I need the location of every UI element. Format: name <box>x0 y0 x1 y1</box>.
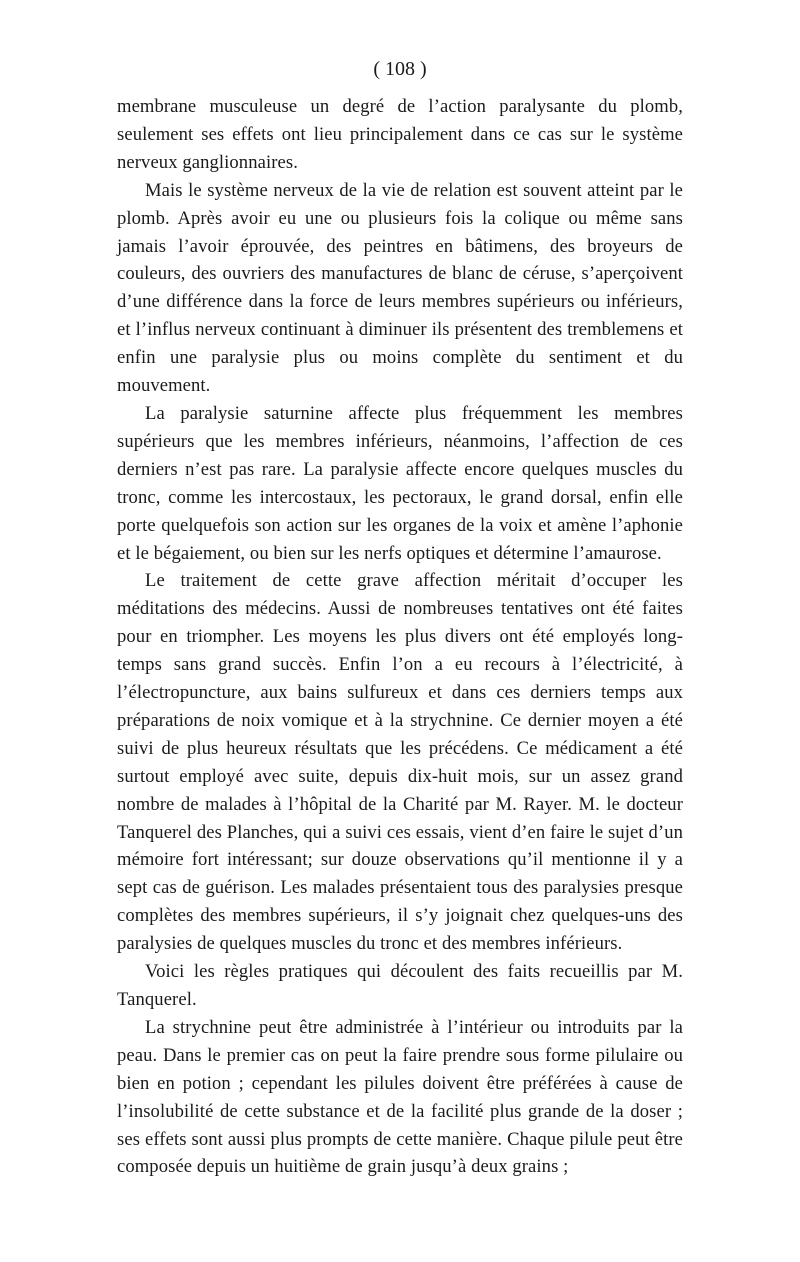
paragraph-strychnine-administration: La strychnine peut être administrée à l’intérieur ou introduits par la peau. Dans le premier cas on peut la faire prendre sous forme pilulaire ou bien en potion ; cependant les pilules doivent être préférées à cause de l’insolubilité de cette substance et de la facilité plus grande de la doser ; ses effets sont aussi plus prompts de cette manière. Chaque pilule peut être composée depuis un huitième de grain jusqu’à deux grains ; <box>117 1016 683 1178</box>
paragraph-practical-rules: Voici les règles pratiques qui découlent des faits recueillis par M. Tanquerel. <box>117 961 683 1010</box>
body-text <box>117 93 683 1181</box>
paragraph-treatment: Le traitement de cette grave affection méritait d’occuper les méditations des médecins. Aussi de nombreuses tentatives ont été faites pour en triompher. Les moyens les plus divers ont été employés long-temps sans grand succès. Enfin l’on a eu recours à l’électricité, à l’électropuncture, aux bains sulfureux et dans ces derniers temps aux préparations de noix vomique et à la strychnine. Ce dernier moyen a été suivi de plus heureux résultats que les précédens. Ce médicament a été surtout employé avec suite, depuis dix-huit mois, sur un assez grand nombre de malades à l’hôpital de la Charité par M. Rayer. M. le docteur Tanquerel des Planches, qui a suivi ces essais, vient d’en faire le sujet d’un mémoire fort intéressant; sur douze observations qu’il mentionne il y a sept cas de guérison. Les malades présentaient tous des paralysies presque complètes des membres supérieurs, il s’y joignait chez quelques-uns des paralysies de quelques muscles du tronc et des membres inférieurs. <box>117 570 683 955</box>
paragraph-continuation: membrane musculeuse un degré de l’action paralysante du plomb, seulement ses effets ont lieu principalement dans ce cas sur le système nerveux ganglionnaires. <box>117 96 683 173</box>
page-number: ( 108 ) <box>373 58 427 80</box>
paragraph-saturnine-paralysis: La paralysie saturnine affecte plus fréquemment les membres supérieurs que les membres inférieurs, néanmoins, l’affection de ces derniers n’est pas rare. La paralysie affecte encore quelques muscles du tronc, comme les intercostaux, les pectoraux, le grand dorsal, enfin elle porte quelquefois son action sur les organes de la voix et amène l’aphonie et le bégaiement, ou bien sur les nerfs optiques et détermine l’amaurose. <box>117 402 683 564</box>
paragraph-nervous-system: Mais le système nerveux de la vie de relation est souvent atteint par le plomb. Après avoir eu une ou plusieurs fois la colique ou même sans jamais l’avoir éprouvée, des peintres en bâtimens, des broyeurs de couleurs, des ouvriers des manufactures de blanc de céruse, s’aperçoivent d’une différence dans la force de leurs membres supérieurs ou inférieurs, et l’influs nerveux continuant à diminuer ils présentent des tremblemens et enfin une paralysie plus ou moins complète du sentiment et du mouvement. <box>117 179 683 397</box>
